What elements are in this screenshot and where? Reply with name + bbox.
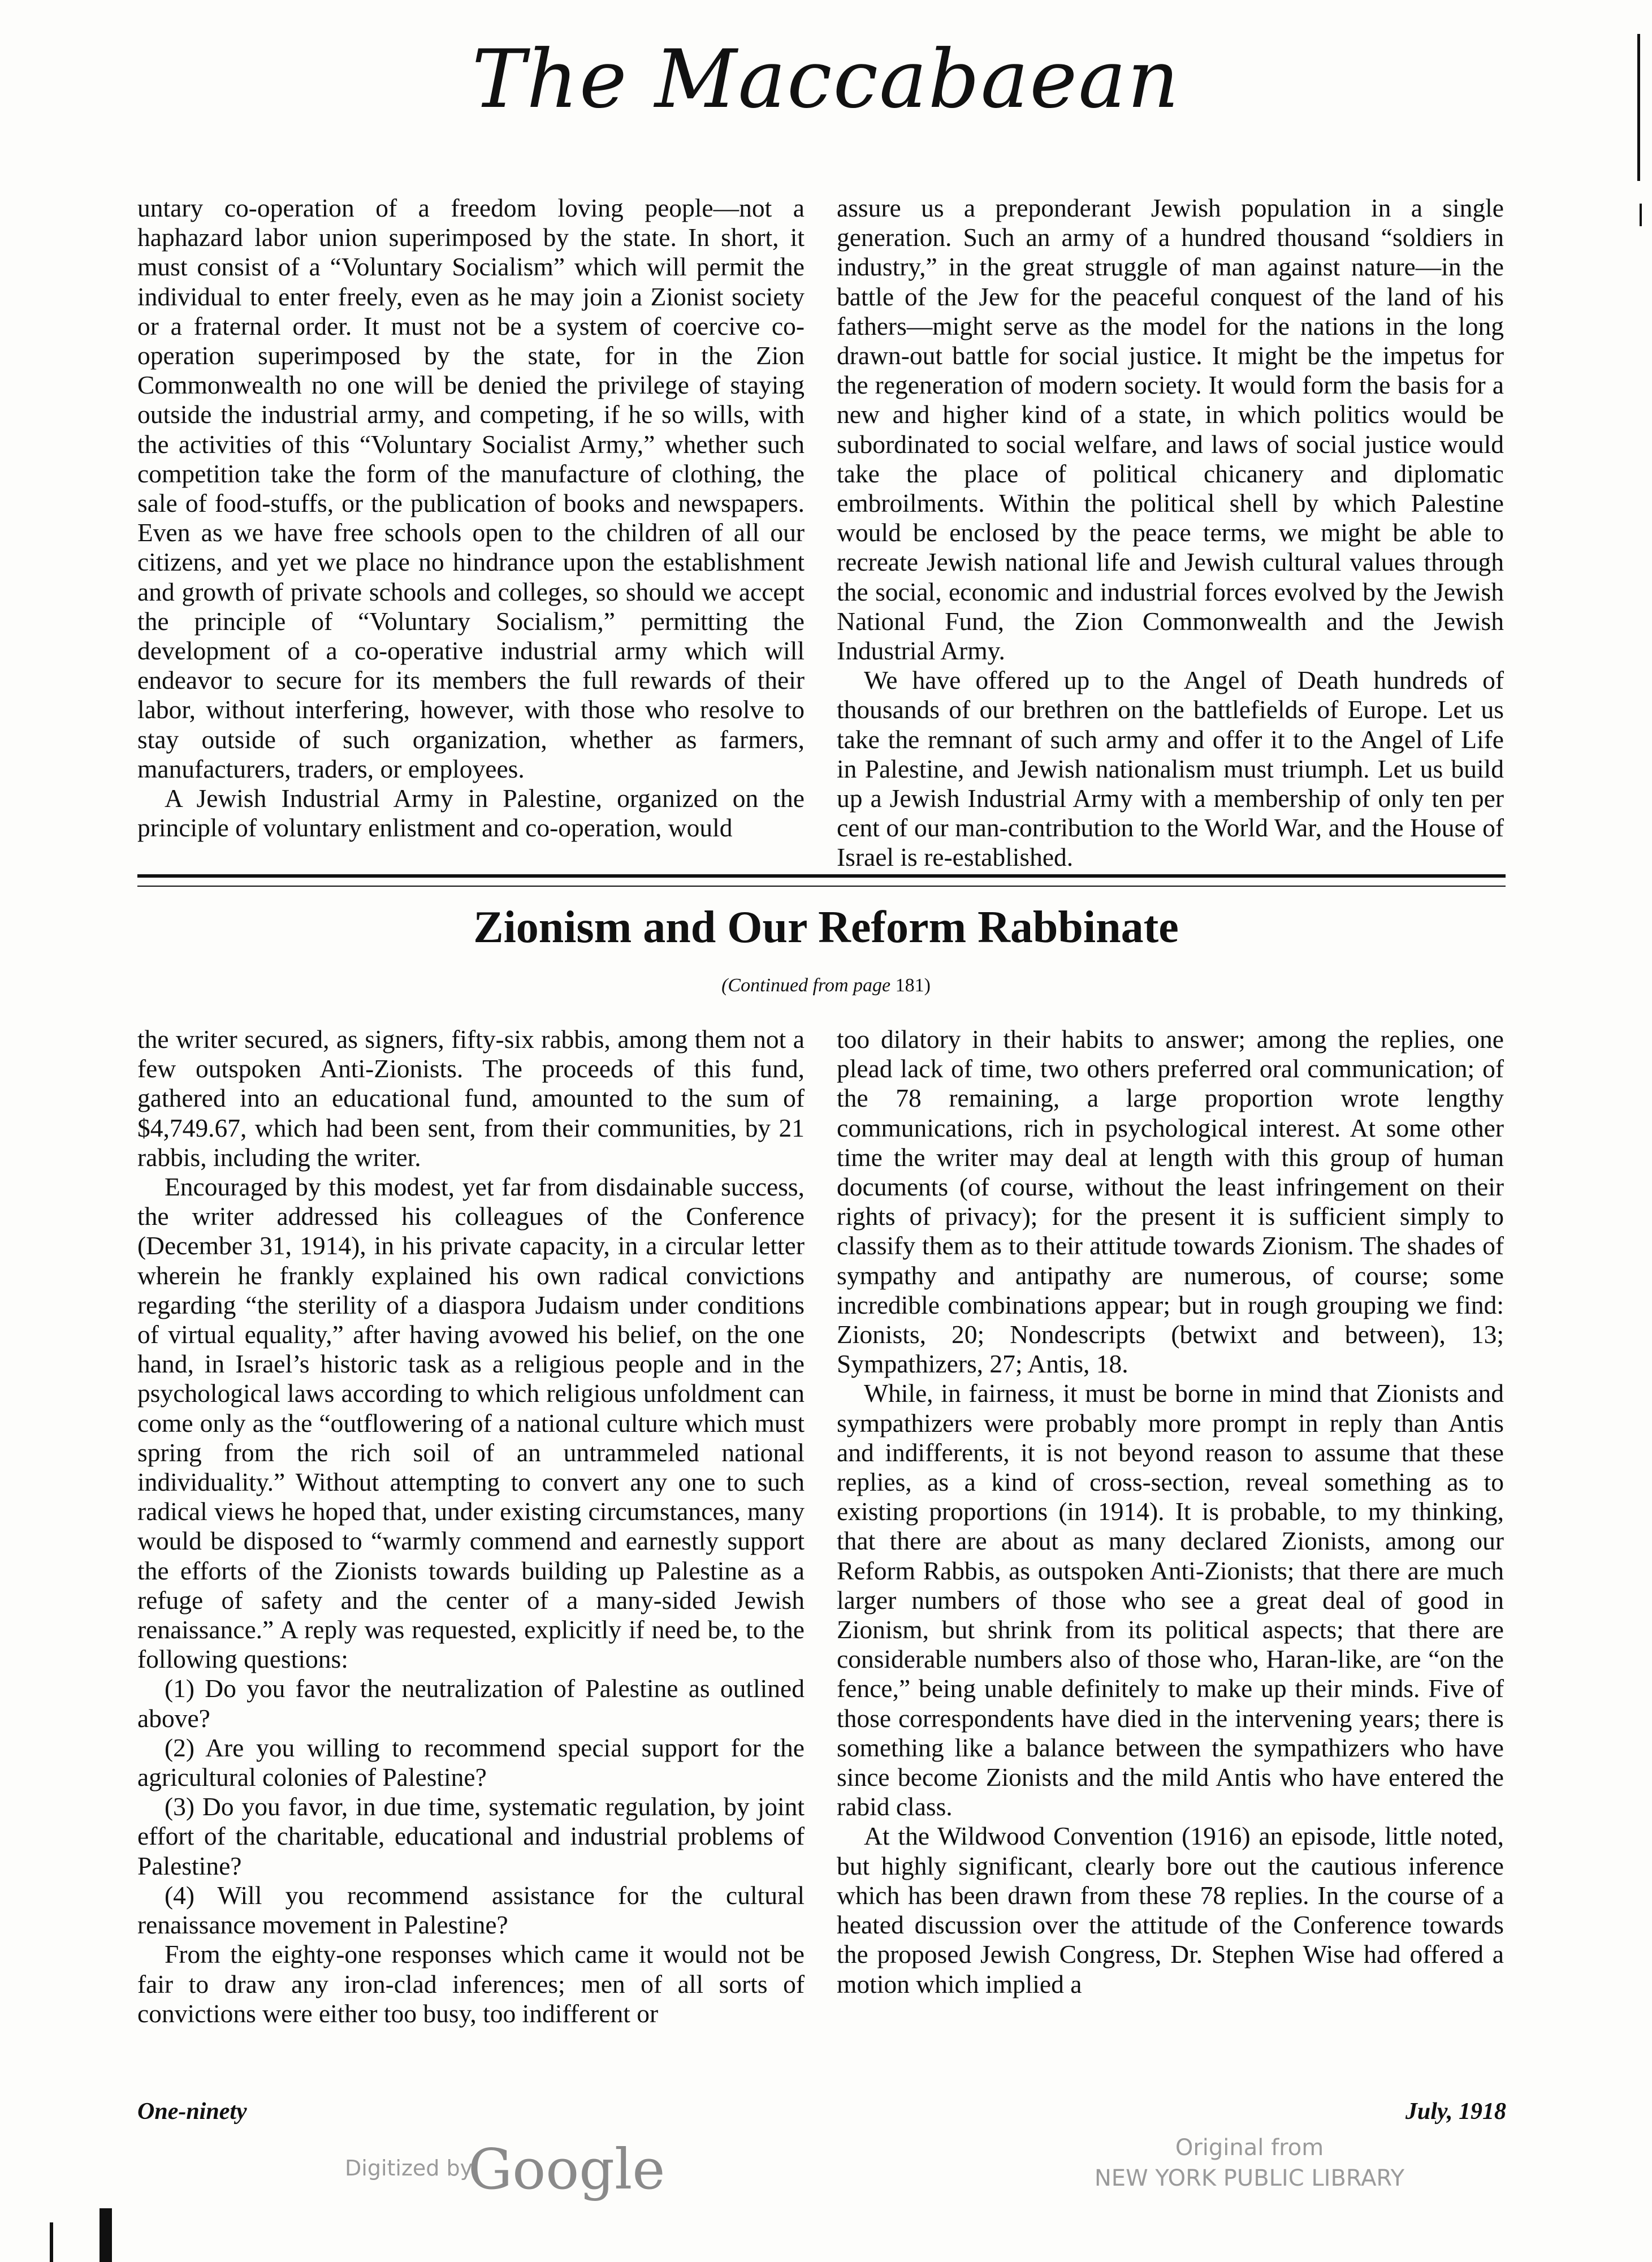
scan-mark-right-edge — [1640, 204, 1642, 226]
google-logo: Google — [468, 2138, 665, 2202]
paragraph: A Jewish Industrial Army in Palestine, organized on the principle of voluntary enlistment and co-operation, would — [137, 784, 805, 843]
paragraph: assure us a preponderant Jewish population in a single generation. Such an army of a hundred thousand “soldiers in industry,” in the great struggle of man against nature—in the battle of the Jew for the peaceful conquest of the land of his fathers—might serve as the model for the nations in the long drawn-out battle for social justice. It might be the impetus for the regeneration of modern society. It would form the basis for a new and higher kind of a state, in which politics would be subordinated to social welfare, and laws of social justice would take the place of political chicanery and diplomatic embroilments. Within the political shell by which Palestine would be enclosed by the peace terms, we might be able to recreate Jewish national life and Jewish cultural values through the social, economic and industrial forces evolved by the Jewish National Fund, the Zion Commonwealth and the Jewish Industrial Army. — [837, 193, 1504, 666]
continued-prefix: (Continued from page — [721, 975, 891, 996]
top-left-column — [137, 193, 805, 843]
article-right-column — [837, 1025, 1504, 1999]
section-divider — [137, 874, 1506, 887]
original-source — [995, 2133, 1504, 2194]
continued-suffix: ) — [924, 975, 931, 996]
paragraph: (2) Are you willing to recommend special support for the agricultural colonies of Palestine? — [137, 1733, 805, 1792]
page-number: One-ninety — [137, 2099, 247, 2125]
article-headline: Zionism and Our Reform Rabbinate — [473, 903, 1179, 952]
paragraph: (3) Do you favor, in due time, systematic regulation, by joint effort of the charitable, educational and industrial problems of Palestine? — [137, 1792, 805, 1880]
paragraph: (1) Do you favor the neutralization of Palestine as outlined above? — [137, 1674, 805, 1733]
continued-page: 181 — [895, 975, 924, 996]
library-name: NEW YORK PUBLIC LIBRARY — [1094, 2165, 1405, 2191]
continued-note — [0, 975, 1652, 996]
paragraph: Encouraged by this modest, yet far from disdainable success, the writer addressed his colleagues of the Conference (December 31, 1914), in his private capacity, in a circular letter wherein he frankly explained his own radical convictions regarding “the sterility of a diaspora Judaism under conditions of virtual equality,” after having avowed his belief, on the one hand, in Israel’s historic task as a religious people and in the psychological laws according to which religious unfoldment can come only as the “outflowering of a national culture which must spring from the rich soil of an untrammeled national individuality.” Without attempting to convert any one to such radical views he hoped that, under existing circumstances, many would be disposed to “warmly commend and earnestly support the efforts of the Zionists towards building up Palestine as a refuge of safety and the center of a many-sided Jewish renaissance.” A reply was requested, explicitly if need be, to the following questions: — [137, 1172, 805, 1674]
scan-mark-bottom-left — [100, 2208, 112, 2262]
paragraph: too dilatory in their habits to answer; among the replies, one plead lack of time, two others preferred oral communication; of the 78 remaining, a large proportion wrote lengthy communications, rich in psychological interest. At some other time the writer may deal at length with this group of human documents (of course, without the least infringement on their rights of privacy); for the present it is sufficient simply to classify them as to their attitude towards Zionism. The shades of sympathy and antipathy are numerous, of course; some incredible combinations appear; but in rough grouping we find: Zionists, 20; Nondescripts (betwixt and between), 13; Sympathizers, 27; Antis, 18. — [837, 1025, 1504, 1379]
paragraph: While, in fairness, it must be borne in mind that Zionists and sympathizers were probably more prompt in reply than Antis and indifferents, it is not beyond reason to assume that these replies, as a kind of cross-section, reveal something as to existing proportions (in 1914). It is probable, to my thinking, that there are about as many declared Zionists, among our Reform Rabbis, as outspoken Anti-Zionists; that there are much larger numbers of those who see a great deal of good in Zionism, but shrink from its political aspects; that there are considerable numbers also of those who, Haran-like, are “on the fence,” being unable definitely to make up their minds. Five of those correspondents have died in the intervening years; there is something like a balance between the sympathizers who have since become Zionists and the mild Antis who have entered the rabid class. — [837, 1379, 1504, 1821]
masthead-title: The Maccabaean — [472, 33, 1180, 126]
scan-mark-bottom-left — [50, 2222, 53, 2262]
article-left-column — [137, 1025, 805, 2028]
digitized-by-label: Digitized by — [345, 2156, 473, 2181]
original-from-label: Original from — [1175, 2135, 1324, 2161]
issue-date: July, 1918 — [1405, 2099, 1506, 2125]
paragraph: the writer secured, as signers, fifty-six rabbis, among them not a few outspoken Anti-Zionists. The proceeds of this fund, gathered into an educational fund, amounted to the sum of $4,749.67, which had been sent, from their communities, by 21 rabbis, including the writer. — [137, 1025, 805, 1172]
scan-mark-right-edge — [1637, 34, 1640, 181]
top-right-column — [837, 193, 1504, 873]
paragraph: We have offered up to the Angel of Death hundreds of thousands of our brethren on the battlefields of Europe. Let us take the remnant of such army and offer it to the Angel of Life in Palestine, and Jewish nationalism must triumph. Let us build up a Jewish Industrial Army with a membership of only ten per cent of our man-contribution to the World War, and the House of Israel is re-established. — [837, 666, 1504, 872]
paragraph: From the eighty-one responses which came it would not be fair to draw any iron-clad inferences; men of all sorts of convictions were either too busy, too indifferent or — [137, 1940, 805, 2028]
paragraph: At the Wildwood Convention (1916) an episode, little noted, but highly significant, clearly bore out the cautious inference which has been drawn from these 78 replies. In the course of a heated discussion over the attitude of the Conference towards the proposed Jewish Congress, Dr. Stephen Wise had offered a motion which implied a — [837, 1821, 1504, 1998]
paragraph: (4) Will you recommend assistance for the cultural renaissance movement in Palestine? — [137, 1880, 805, 1940]
paragraph: untary co-operation of a freedom loving people—not a haphazard labor union superimposed by the state. In short, it must consist of a “Voluntary Socialism” which will permit the individual to enter freely, even as he may join a Zionist society or a fraternal order. It must not be a system of coercive co-operation superimposed by the state, for in the Zion Commonwealth no one will be denied the privilege of staying outside the industrial army, and competing, if he so wills, with the activities of this “Voluntary Socialist Army,” whether such competition take the form of the manufacture of clothing, the sale of food-stuffs, or the publication of books and newspapers. Even as we have free schools open to the children of all our citizens, and yet we place no hindrance upon the establishment and growth of private schools and colleges, so should we accept the principle of “Voluntary Socialism,” permitting the development of a co-operative industrial army which will endeavor to secure for its members the full rewards of their labor, without interfering, however, with those who resolve to stay outside of such organization, whether as farmers, manufacturers, traders, or employees. — [137, 193, 805, 783]
